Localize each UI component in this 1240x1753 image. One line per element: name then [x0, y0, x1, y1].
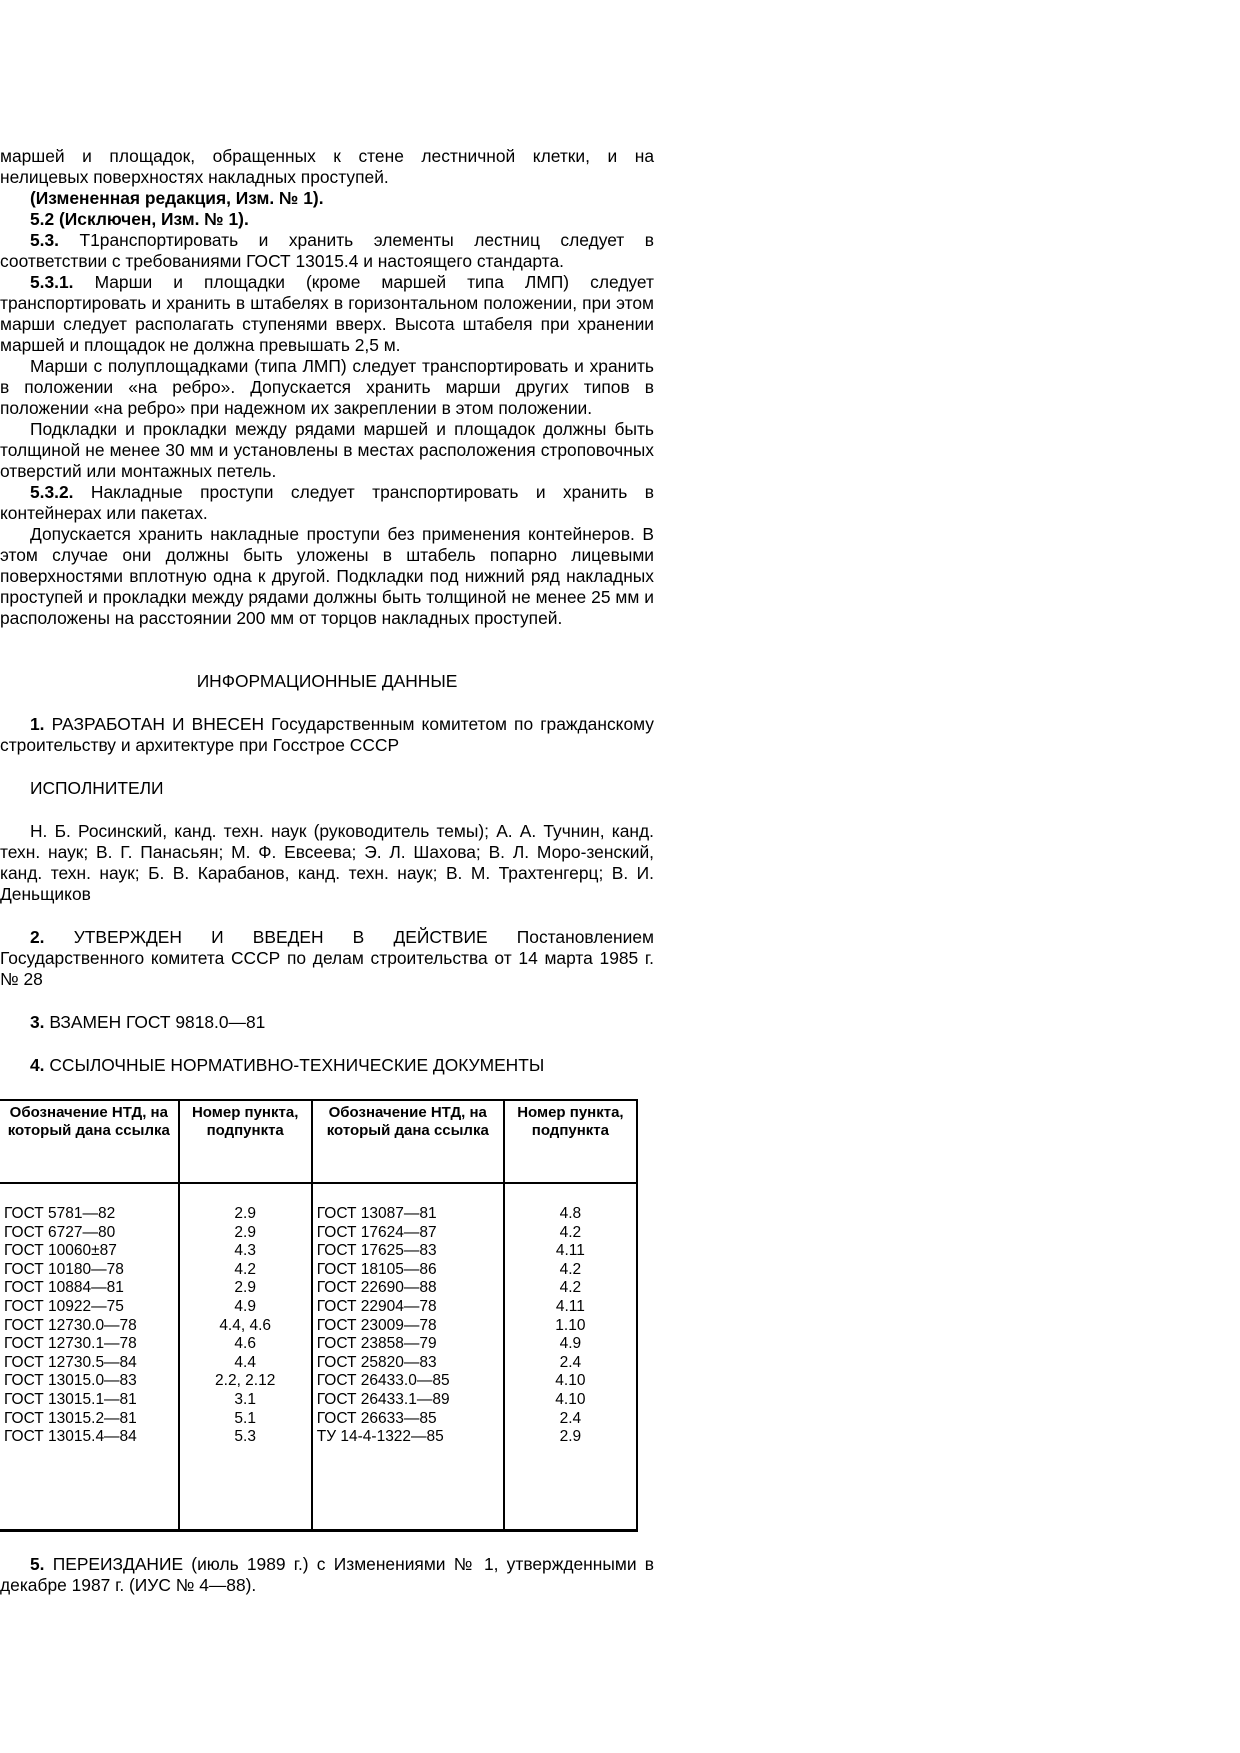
document-body [0, 146, 654, 1596]
clause-5-3-2-b: Допускается хранить накладные проступи без применения контейнеров. В этом случае они должны быть уложены в штабель попарно лицевыми поверхностями вплотную одна к другой. Подкладки под нижний ряд накладных проступей и прокладки между рядами должны быть толщиной не менее 25 мм и расположены на расстоянии 200 мм от торцов накладных проступей. [0, 524, 654, 628]
table-cell-line: 4.2 [559, 1279, 582, 1297]
table-cell-line: 5.3 [234, 1428, 256, 1446]
clause-5-3-1-c: Подкладки и прокладки между рядами маршей и площадок должны быть толщиной не менее 30 мм и установлены в местах расположения строповочных отверстий или монтажных петель. [0, 419, 654, 481]
table-cell-line: ГОСТ 25820—83 [316, 1353, 437, 1371]
info-item-5: 5. ПЕРЕИЗДАНИЕ (июль 1989 г.) с Изменениями № 1, утвержденными в декабре 1987 г. (ИУС № 4—88). [0, 1554, 654, 1595]
table-cell-line: ГОСТ 12730.0—78 [4, 1316, 137, 1334]
clause-5-3-1: 5.3.1. Марши и площадки (кроме маршей типа ЛМП) следует транспортировать и хранить в штабелях в горизонтальном положении, при этом марши следует располагать ступенями вверх. Высота штабеля при хранении маршей и площадок не должна превышать 2,5 м. [0, 272, 654, 355]
table-cell-line: ГОСТ 22690—88 [316, 1279, 437, 1297]
table-cell-line: ГОСТ 10922—75 [4, 1297, 124, 1315]
table-cell-line: 4.9 [559, 1335, 582, 1353]
table-cell-line: ГОСТ 12730.1—78 [4, 1335, 137, 1353]
table-cell-line: ГОСТ 10180—78 [4, 1260, 124, 1278]
table-cell-line: 4.2 [559, 1260, 582, 1278]
table-cell-line: 3.1 [234, 1390, 256, 1408]
table-cell-line: ГОСТ 13087—81 [316, 1205, 437, 1222]
table-cell-line: 2.9 [234, 1279, 256, 1297]
table-cell-line: 4.11 [555, 1297, 585, 1315]
right-docs-cell [312, 1183, 504, 1531]
table-cell-line: 1.10 [555, 1316, 586, 1334]
table-cell-line: ГОСТ 17624—87 [316, 1223, 437, 1241]
intro-paragraph: маршей и площадок, обращенных к стене лестничной клетки, и на [0, 146, 654, 166]
info-item-2: 2. УТВЕРЖДЕН И ВВЕДЕН В ДЕЙСТВИЕ Постановлением Государственного комитета СССР по делам строительства от 14 марта 1985 г. № 28 [0, 927, 654, 989]
right-items-cell [504, 1183, 637, 1531]
table-cell-line: 4.11 [555, 1242, 585, 1260]
table-cell-line: 2.9 [234, 1205, 256, 1222]
edit-note: (Измененная редакция, Изм. № 1). [30, 188, 324, 208]
table-cell-line: 4.10 [555, 1372, 586, 1390]
table-cell-line: ГОСТ 23858—79 [316, 1335, 437, 1353]
table-cell-line: 2.9 [234, 1223, 256, 1241]
clause-5-2: 5.2 (Исключен, Изм. № 1). [30, 209, 249, 229]
executors-list: Н. Б. Росинский, канд. техн. наук (руководитель темы); А. А. Тучнин, канд. техн. наук; В. Г. Панасьян; М. Ф. Евсеева; Э. Л. Шахова; В. Л. Моро-зенский, канд. техн. наук; Б. В. Карабанов, канд. техн. наук; В. М. Трахтенгерц; В. И. Деньщиков [0, 821, 654, 904]
table-cell-line: 4.4, 4.6 [219, 1316, 272, 1334]
table-cell-line: ГОСТ 23009—78 [316, 1316, 437, 1334]
table-cell-line: ГОСТ 10060±87 [4, 1242, 117, 1260]
clause-5-3: 5.3. Т1ранспортировать и хранить элементы лестниц следует в соответствии с требованиями ГОСТ 13015.4 и настоящего стандарта. [0, 230, 654, 271]
table-cell-line: ГОСТ 13015.0—83 [4, 1372, 137, 1390]
info-item-4: 4. ССЫЛОЧНЫЕ НОРМАТИВНО-ТЕХНИЧЕСКИЕ ДОКУМЕНТЫ [30, 1055, 545, 1075]
table-cell-line: ГОСТ 5781—82 [4, 1205, 116, 1222]
header-doc-left: Обозначение НТД, на который дана ссылка [0, 1100, 179, 1183]
left-items-cell [179, 1183, 312, 1531]
table-cell-line: 4.2 [234, 1260, 256, 1278]
table-cell-line: ГОСТ 13015.2—81 [4, 1409, 137, 1427]
table-cell-line: 4.2 [559, 1223, 582, 1241]
info-item-1: 1. РАЗРАБОТАН И ВНЕСЕН Государственным комитетом по гражданскому строительству и архитектуре при Госстрое СССР [0, 714, 654, 755]
clause-5-3-2: 5.3.2. Накладные проступи следует транспортировать и хранить в контейнерах или пакетах. [0, 482, 654, 523]
table-cell-line: 2.9 [559, 1428, 582, 1446]
header-item-right: Номер пункта, подпункта [504, 1100, 637, 1183]
table-cell-line: ГОСТ 17625—83 [316, 1242, 437, 1260]
table-cell-line: ГОСТ 13015.4—84 [4, 1428, 137, 1446]
table-cell-line: ТУ 14-4-1322—85 [316, 1428, 444, 1446]
left-docs-cell [0, 1183, 179, 1531]
table-cell-line: 2.2, 2.12 [215, 1372, 276, 1390]
table-cell-line: ГОСТ 26433.1—89 [316, 1390, 450, 1408]
table-cell-line: 4.3 [234, 1242, 256, 1260]
table-cell-line: 4.4 [234, 1353, 256, 1371]
info-heading: ИНФОРМАЦИОННЫЕ ДАННЫЕ [196, 671, 458, 691]
table-cell-line: ГОСТ 18105—86 [316, 1260, 437, 1278]
header-item-left: Номер пункта, подпункта [179, 1100, 312, 1183]
clause-5-3-1-b: Марши с полуплощадками (типа ЛМП) следует транспортировать и хранить в положении «на ребро». Допускается хранить марши других типов в положении «на ребро» при надежном их закреплении в этом положении. [0, 356, 654, 418]
references-table [0, 1099, 638, 1532]
table-cell-line: 4.8 [559, 1205, 582, 1222]
table-cell-line: 4.10 [555, 1390, 586, 1408]
table-cell-line: ГОСТ 26433.0—85 [316, 1372, 450, 1390]
table-cell-line: 5.1 [234, 1409, 256, 1427]
header-doc-right: Обозначение НТД, на который дана ссылка [312, 1100, 504, 1183]
info-item-3: 3. ВЗАМЕН ГОСТ 9818.0—81 [30, 1012, 266, 1032]
table-cell-line: ГОСТ 12730.5—84 [4, 1353, 137, 1371]
intro-paragraph-end: нелицевых поверхностях накладных проступей. [0, 167, 389, 187]
table-cell-line: ГОСТ 22904—78 [316, 1297, 437, 1315]
table-cell-line: ГОСТ 6727—80 [4, 1223, 116, 1241]
table-cell-line: 4.6 [234, 1335, 256, 1353]
table-cell-line: 2.4 [559, 1353, 582, 1371]
table-row [0, 1183, 637, 1531]
table-cell-line: 2.4 [559, 1409, 582, 1427]
table-header-row [0, 1100, 637, 1183]
table-cell-line: ГОСТ 26633—85 [316, 1409, 437, 1427]
executors-label: ИСПОЛНИТЕЛИ [30, 778, 164, 798]
table-cell-line: ГОСТ 10884—81 [4, 1279, 124, 1297]
table-cell-line: 4.9 [234, 1297, 256, 1315]
table-cell-line: ГОСТ 13015.1—81 [4, 1390, 137, 1408]
